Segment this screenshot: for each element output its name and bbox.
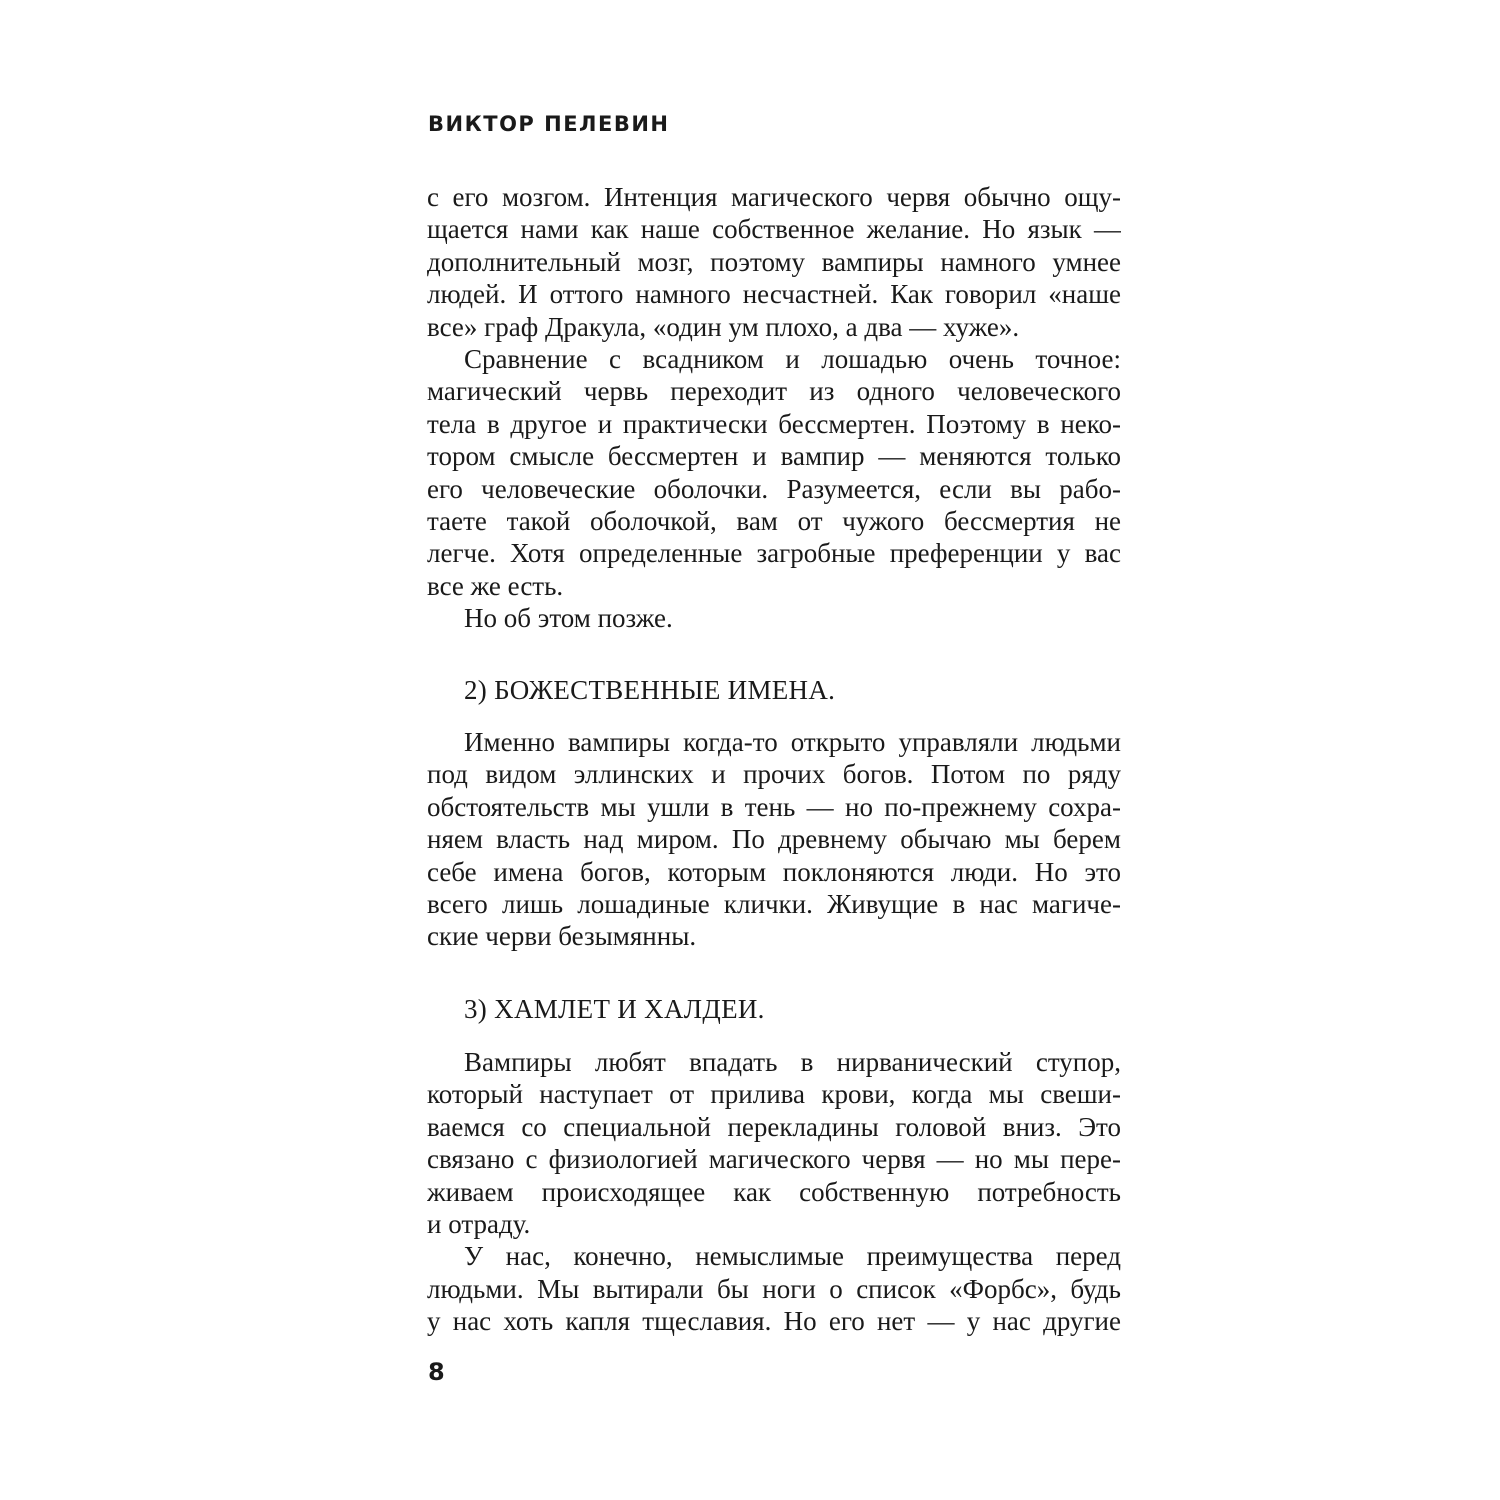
text-line: магический червь переходит из одного человеческого [427, 376, 1121, 407]
text-line: у нас хоть капля тщеславия. Но его нет — у нас другие [427, 1306, 1121, 1337]
section-heading-3: 3) ХАМЛЕТ И ХАЛДЕИ. [464, 994, 765, 1024]
text-line: людей. И оттого намного несчастней. Как говорил «наше [427, 279, 1121, 310]
page-number: 8 [428, 1358, 445, 1386]
section-heading-2: 2) БОЖЕСТВЕННЫЕ ИМЕНА. [464, 675, 836, 705]
text-line: Сравнение с всадником и лошадью очень точное: [464, 343, 1121, 374]
text-line: под видом эллинских и прочих богов. Потом по ряду [427, 759, 1121, 790]
text-line: ваемся со специальной перекладины головой вниз. Это [427, 1111, 1121, 1142]
text-line: всего лишь лошадиные клички. Живущие в нас магиче- [427, 888, 1121, 919]
text-block-2 [427, 726, 1121, 953]
text-line: щается нами как наше собственное желание. Но язык — [427, 214, 1121, 245]
text-line: ские черви безымянны. [427, 921, 697, 952]
text-line: дополнительный мозг, поэтому вампиры намного умнее [427, 246, 1121, 277]
text-line: живаем происходящее как собственную потребность [427, 1176, 1121, 1207]
text-line: все» граф Дракула, «один ум плохо, а два — хуже». [427, 311, 1020, 342]
text-line: людьми. Мы вытирали бы ноги о список «Форбс», будь [427, 1273, 1121, 1304]
text-block-1 [427, 181, 1121, 634]
text-line: таете такой оболочкой, вам от чужого бессмертия не [427, 505, 1121, 536]
text-block-3 [427, 1046, 1121, 1338]
text-line: обстоятельств мы ушли в тень — но по-прежнему сохра- [427, 791, 1121, 822]
text-line: все же есть. [427, 570, 564, 601]
text-line: Именно вампиры когда-то открыто управляли людьми [464, 727, 1121, 757]
text-line: себе имена богов, которым поклоняются люди. Но это [427, 856, 1121, 887]
text-line: его человеческие оболочки. Разумеется, если вы рабо- [427, 473, 1121, 504]
text-line: легче. Хотя определенные загробные преференции у вас [427, 538, 1121, 569]
text-line: тором смысле бессмертен и вампир — меняются только [427, 441, 1121, 472]
text-line: с его мозгом. Интенция магического червя обычно ощу- [427, 182, 1121, 212]
text-line: Вампиры любят впадать в нирванический ступор, [464, 1047, 1121, 1077]
text-line: Но об этом позже. [464, 603, 673, 634]
text-line: няем власть над миром. По древнему обычаю мы берем [427, 824, 1121, 855]
text-line: связано с физиологией магического червя — но мы пере- [427, 1144, 1121, 1175]
text-line: тела в другое и практически бессмертен. Поэтому в неко- [427, 408, 1121, 439]
text-line: и отраду. [427, 1208, 531, 1239]
running-head-author: ВИКТОР ПЕЛЕВИН [428, 112, 670, 136]
text-line: У нас, конечно, немыслимые преимущества перед [464, 1241, 1121, 1272]
text-line: который наступает от прилива крови, когда мы свеши- [427, 1079, 1121, 1110]
